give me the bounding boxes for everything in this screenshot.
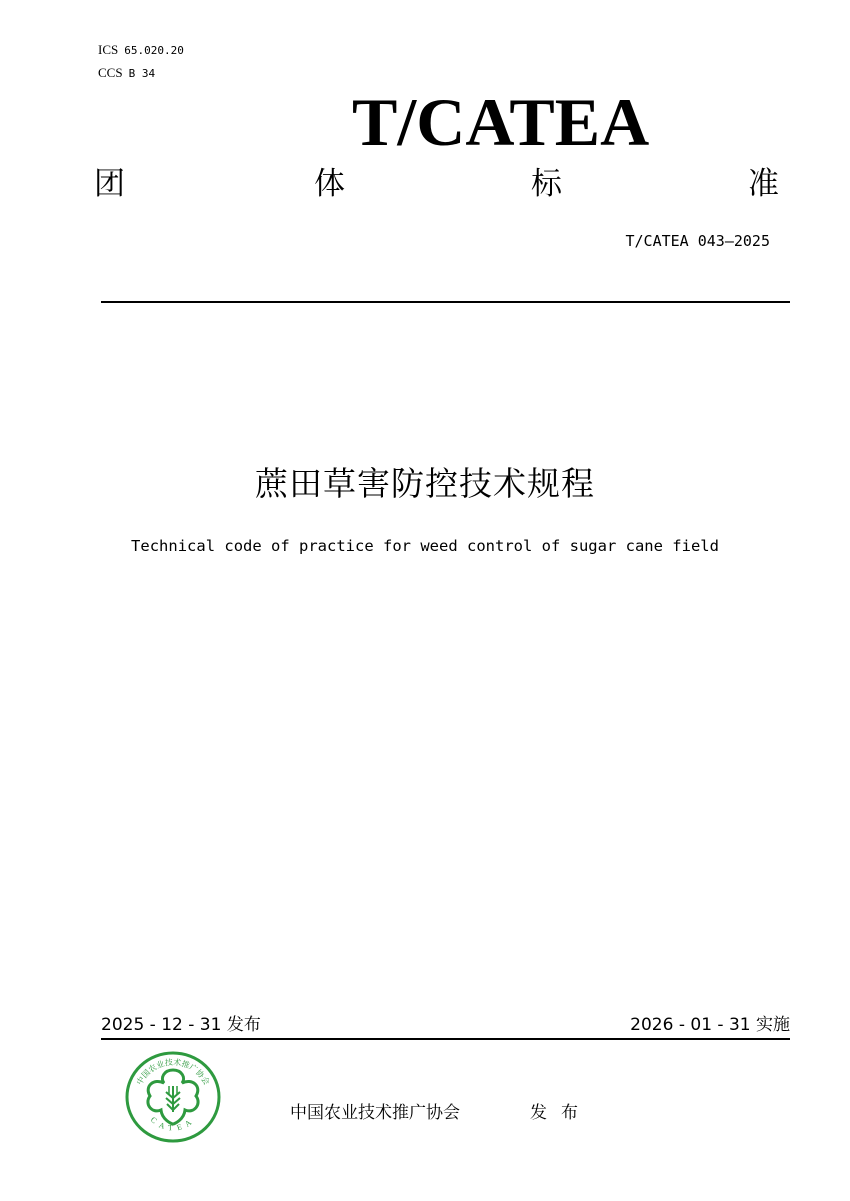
category-char-4: 准 [748,166,779,202]
footer-divider [101,1038,790,1040]
category-char-1: 团 [94,166,125,202]
svg-text:CATEA [149,1115,197,1132]
implementation-date: 2026 - 01 - 31 实施 [630,1015,790,1035]
ccs-code [98,66,155,81]
brand-heading: T/CATEA [352,84,650,160]
header-divider [101,301,790,303]
document-title-cn: 蔗田草害防控技术规程 [255,464,595,503]
issue-date: 2025 - 12 - 31 发布 [101,1015,261,1035]
catea-seal-logo-icon [124,1050,222,1144]
ccs-value: B 34 [128,67,156,80]
standard-number: T/CATEA 043—2025 [625,232,770,250]
ics-code [98,43,184,58]
category-char-2: 体 [314,166,345,202]
publish-label: 发布 [530,1103,592,1123]
ics-value: 65.020.20 [124,44,184,57]
logo-ring-text: 中国农业技术推广协会 [134,1057,212,1087]
ccs-label: CCS [98,65,123,80]
logo-bottom-text: CATEA [148,1114,198,1133]
category-char-3: 标 [531,166,562,202]
ics-label: ICS [98,42,119,57]
publisher-name: 中国农业技术推广协会 [290,1103,460,1123]
document-title-en: Technical code of practice for weed control of sugar cane field [131,537,719,555]
